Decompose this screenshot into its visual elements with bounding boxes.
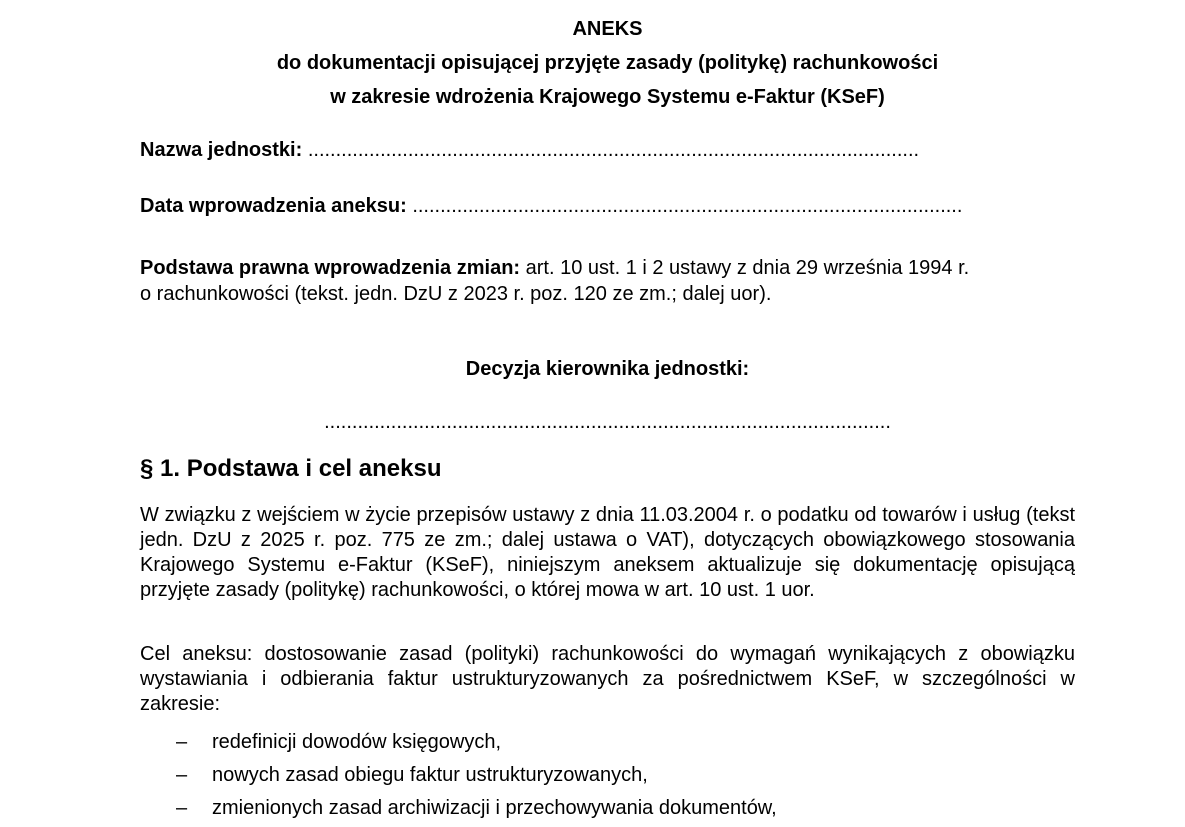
list-item xyxy=(140,728,1075,761)
intro-date-value: ................................................................................................... xyxy=(412,195,963,217)
document-title-block xyxy=(140,12,1075,114)
document-subtitle-line2: w zakresie wdrożenia Krajowego Systemu e-Faktur (KSeF) xyxy=(330,86,885,108)
list-item xyxy=(140,794,1075,827)
document-subtitle-line1: do dokumentacji opisującej przyjęte zasady (politykę) rachunkowości xyxy=(276,52,939,74)
legal-basis-label: Podstawa prawna wprowadzenia zmian: xyxy=(140,257,521,279)
list-item-text: nowych zasad obiegu faktur ustrukturyzowanych, xyxy=(212,764,648,786)
legal-basis-text-line1: art. 10 ust. 1 i 2 ustawy z dnia 29 września 1994 r. xyxy=(525,257,970,279)
decision-label: Decyzja kierownika jednostki: xyxy=(465,358,750,380)
unit-name-row xyxy=(140,138,1075,162)
bullet-list xyxy=(140,728,1075,827)
bullet-dash: – xyxy=(176,764,188,786)
bullet-dash: – xyxy=(176,731,188,753)
unit-name-value: .............................................................................................................. xyxy=(307,139,920,161)
unit-name-label: Nazwa jednostki: xyxy=(140,139,303,161)
bullet-dash: – xyxy=(176,797,188,819)
legal-basis-row xyxy=(140,256,1075,280)
section-heading: § 1. Podstawa i cel aneksu xyxy=(140,455,442,482)
list-item-text: redefinicji dowodów księgowych, xyxy=(212,731,502,753)
intro-date-row xyxy=(140,194,1075,218)
section-paragraph-2: Cel aneksu: dostosowanie zasad (polityki) rachunkowości do wymagań wynikających z obowiązku wystawiania i odbierania faktur ustrukturyzowanych za pośrednictwem KSeF, w szczególności w zakresie: xyxy=(140,643,1075,715)
section-paragraph-1: W związku z wejściem w życie przepisów ustawy z dnia 11.03.2004 r. o podatku od towarów i usług (tekst jedn. DzU z 2025 r. poz. 775 ze zm.; dalej ustawa o VAT), dotyczących obowiązkowego stosowania Krajowego Systemu e-Faktur (KSeF), niniejszym aneksem aktualizuje się dokumentację opisującą przyjęte zasady (politykę) rachunkowości, o której mowa w art. 10 ust. 1 uor. xyxy=(140,504,1075,601)
list-item-text: zmienionych zasad archiwizacji i przechowywania dokumentów, xyxy=(212,797,777,819)
legal-basis-text-line2: o rachunkowości (tekst. jedn. DzU z 2023 r. poz. 120 ze zm.; dalej uor). xyxy=(140,283,772,305)
document-title: ANEKS xyxy=(572,18,643,40)
decision-signature-line: ...................................................................................................... xyxy=(324,411,891,433)
intro-date-label: Data wprowadzenia aneksu: xyxy=(140,195,407,217)
list-item xyxy=(140,761,1075,794)
